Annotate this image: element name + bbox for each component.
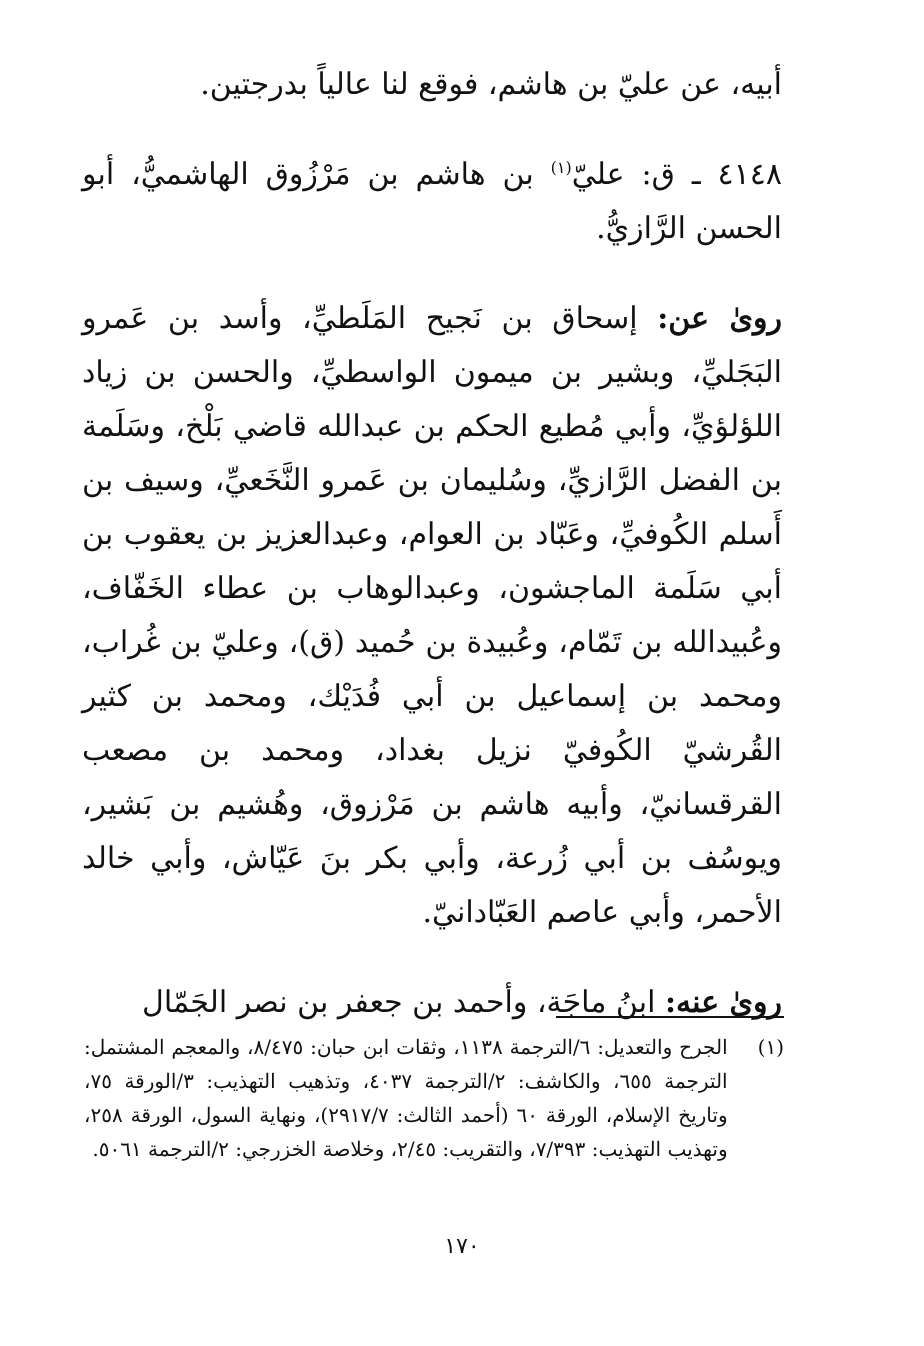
footnote-mark: (١) [757, 1035, 784, 1059]
entry-prefix: ـ ق: عليّ [571, 157, 718, 192]
narrated-from-paragraph [82, 292, 782, 940]
footnote-reference[interactable]: (١) [550, 158, 572, 177]
continuation-paragraph [82, 58, 782, 112]
main-text [82, 58, 782, 1030]
page-number: ١٧٠ [444, 1234, 480, 1259]
narrated-from-text: إسحاق بن نَجيح المَلَطيِّ، وأسد بن عَمرو البَجَليِّ، وبشير بن ميمون الواسطيِّ، والحسن بن زياد اللؤلؤيِّ، وأبي مُطيع الحكم بن عبدالله قاضي بَلْخ، وسَلَمة بن الفضل الرَّازيِّ، وسُليمان بن عَمرو النَّخَعيِّ، وسيف بن أَسلم الكُوفيِّ، وعَبّاد بن العوام، وعبدالعزيز بن يعقوب بن أبي سَلَمة الماجشون، وعبدالوهاب بن عطاء الخَفّاف، وعُبيدالله بن تَمّام، وعُبيدة بن حُميد (ق)، وعليّ بن غُراب، ومحمد بن إسماعيل بن أبي فُدَيْك، ومحمد بن كثير القُرشيّ الكُوفيّ نزيل بغداد، ومحمد بن مصعب القرقسانيّ، وأبيه هاشم بن مَرْزوق، وهُشيم بن بَشير، ويوسُف بن أبي زُرعة، وأبي بكر بنَ عَيّاش، وأبي خالد الأحمر، وأبي عاصم العَبّادانيّ. [82, 301, 782, 930]
entry-name: بن هاشم بن مَرْزُوق الهاشميُّ، أبو الحسن الرَّازيُّ. [82, 157, 782, 246]
narrated-by-text: ابنُ ماجَة، وأحمد بن جعفر بن نصر الجَمّال [142, 985, 665, 1020]
entry-heading [82, 148, 782, 256]
narrated-from-label: روىٰ عن: [657, 301, 782, 336]
narrated-by-paragraph [82, 976, 782, 1030]
continuation-text: أبيه، عن عليّ بن هاشم، فوقع لنا عالياً بدرجتين. [200, 67, 782, 102]
narrated-by-label: روىٰ عنه: [664, 985, 782, 1020]
footnote [84, 1030, 784, 1166]
footnote-text: الجرح والتعديل: ٦/الترجمة ١١٣٨، وثقات ابن حبان: ٨/٤٧٥، والمعجم المشتمل: الترجمة ٦٥٥، والكاشف: ٢/الترجمة ٤٠٣٧، وتذهيب التهذيب: ٣/الورقة ٧٥، وتاريخ الإسلام، الورقة ٦٠ (أحمد الثالث: ٢٩١٧/٧)، ونهاية السول، الورقة ٢٥٨، وتهذيب التهذيب: ٧/٣٩٣، والتقريب: ٢/٤٥، وخلاصة الخزرجي: ٢/الترجمة ٥٠٦١. [84, 1035, 728, 1161]
footnote-divider [556, 1016, 784, 1018]
entry-number: ٤١٤٨ [717, 157, 782, 192]
